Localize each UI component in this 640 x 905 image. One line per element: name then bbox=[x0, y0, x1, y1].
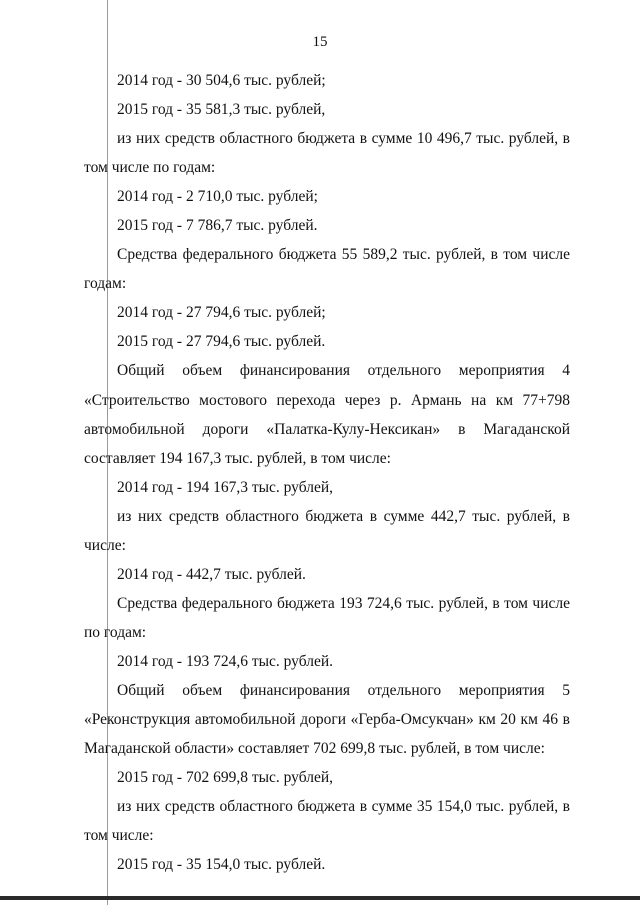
text-line: том числе: bbox=[84, 827, 154, 845]
text-line: 2014 год - 194 167,3 тыс. рублей, bbox=[117, 478, 334, 496]
text-line: 2015 год - 7 786,7 тыс. рублей. bbox=[117, 217, 318, 235]
text-line: 2015 год - 35 154,0 тыс. рублей. bbox=[117, 856, 326, 874]
text-line: составляет 194 167,3 тыс. рублей, в том числе: bbox=[84, 449, 391, 467]
text-line: том числе по годам: bbox=[84, 159, 216, 177]
page-number: 15 bbox=[312, 34, 328, 50]
text-line: числе: bbox=[84, 536, 126, 554]
text-line: Магаданской области» составляет 702 699,8 тыс. рублей, в том числе: bbox=[84, 740, 545, 758]
text-line: 2015 год - 27 794,6 тыс. рублей. bbox=[117, 333, 326, 351]
text-line: 2015 год - 702 699,8 тыс. рублей, bbox=[117, 769, 334, 787]
text-line: 2015 год - 35 581,3 тыс. рублей, bbox=[117, 101, 326, 119]
text-line: Общий объем финансирования отдельного мероприятия 5 bbox=[117, 681, 570, 699]
text-line: Общий объем финансирования отдельного мероприятия 4 bbox=[117, 362, 570, 380]
text-line: Средства федерального бюджета 193 724,6 тыс. рублей, в том числе bbox=[117, 594, 570, 612]
text-line: 2014 год - 2 710,0 тыс. рублей; bbox=[117, 188, 318, 206]
document-body bbox=[84, 66, 570, 879]
text-line: из них средств областного бюджета в сумме 442,7 тыс. рублей, в bbox=[117, 507, 570, 525]
text-line: 2014 год - 30 504,6 тыс. рублей; bbox=[117, 72, 326, 89]
text-line: из них средств областного бюджета в сумме 35 154,0 тыс. рублей, в bbox=[117, 798, 570, 816]
scan-bottom-edge bbox=[0, 896, 640, 900]
text-line: по годам: bbox=[84, 623, 147, 641]
text-line: годам: bbox=[84, 275, 127, 293]
text-line: Средства федерального бюджета 55 589,2 тыс. рублей, в том числе bbox=[117, 246, 570, 264]
text-line: 2014 год - 442,7 тыс. рублей. bbox=[117, 565, 306, 583]
text-line: 2014 год - 193 724,6 тыс. рублей. bbox=[117, 652, 334, 670]
text-line: автомобильной дороги «Палатка-Кулу-Нексикан» в Магаданской bbox=[84, 420, 570, 438]
text-line: 2014 год - 27 794,6 тыс. рублей; bbox=[117, 304, 326, 322]
text-line: «Строительство мостового перехода через р. Армань на км 77+798 bbox=[84, 391, 570, 409]
text-line: «Реконструкция автомобильной дороги «Герба-Омсукчан» км 20 км 46 в bbox=[84, 711, 570, 729]
text-line: из них средств областного бюджета в сумме 10 496,7 тыс. рублей, в bbox=[117, 130, 570, 148]
